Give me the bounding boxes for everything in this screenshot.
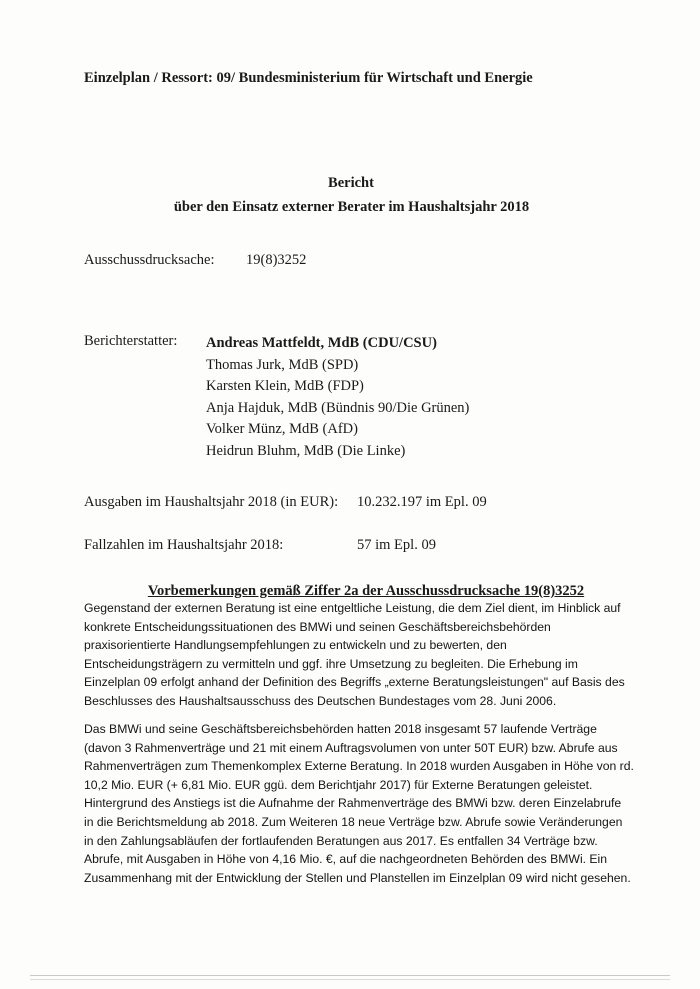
einzelplan-header: Einzelplan / Ressort: 09/ Bundesministerium für Wirtschaft und Energie	[84, 70, 533, 86]
footer-divider	[30, 979, 670, 980]
berichterstatter-label: Berichterstatter:	[84, 333, 178, 349]
ausgaben-value: 10.232.197 im Epl. 09	[357, 494, 487, 510]
fallzahlen-label: Fallzahlen im Haushaltsjahr 2018:	[84, 537, 284, 553]
paragraph-line: Gegenstand der externen Beratung ist eine entgeltliche Leistung, die dem Ziel dient, im Hinblick auf	[84, 601, 621, 615]
berichterstatter-name: Karsten Klein, MdB (FDP)	[206, 378, 364, 394]
berichterstatter-name: Volker Münz, MdB (AfD)	[206, 421, 358, 437]
ausschussdrucksache-label: Ausschussdrucksache:	[84, 252, 215, 268]
berichterstatter-list	[206, 333, 469, 462]
paragraph-line: Beschlusses des Haushaltsausschuss des Deutschen Bundestages vom 28. Juni 2006.	[84, 693, 557, 708]
vorbemerkungen-heading	[0, 583, 700, 600]
berichterstatter-name: Andreas Mattfeldt, MdB (CDU/CSU)	[206, 335, 437, 351]
report-title-line1: Bericht	[328, 175, 374, 191]
paragraph-line: Abrufe, mit Ausgaben in Höhe von 4,16 Mio. €, auf die nachgeordneten Behörden des BMWi. Ein	[84, 852, 608, 867]
paragraph-line: Einzelplan 09 erfolgt anhand der Definition des Begriffs „externe Beratungsleistungen" auf Basis des	[84, 675, 625, 690]
paragraph-line: Zusammenhang mit der Entwicklung der Stellen und Planstellen im Einzelplan 09 wird nicht gesehen.	[84, 870, 631, 885]
report-title	[0, 172, 700, 218]
report-title-line2: über den Einsatz externer Berater im Haushaltsjahr 2018	[173, 199, 530, 215]
paragraph-line: 10,2 Mio. EUR (+ 6,81 Mio. EUR ggü. dem Berichtjahr 2017) für Externe Beratungen geleistet.	[84, 777, 593, 792]
paragraph-line: Das BMWi und seine Geschäftsbereichsbehörden hatten 2018 insgesamt 57 laufende Verträge	[84, 722, 597, 736]
paragraph-line: (davon 3 Rahmenverträge und 21 mit einem Auftragsvolumen von unter 50T EUR) bzw. Abrufe aus	[84, 740, 618, 755]
ausgaben-label: Ausgaben im Haushaltsjahr 2018 (in EUR):	[84, 494, 339, 510]
paragraph-line: Hintergrund des Anstiegs ist die Aufnahme der Rahmenverträge des BMWi bzw. deren Einzelabrufe	[84, 796, 622, 811]
paragraph-line: konkrete Entscheidungssituationen des BMWi und seinen Geschäftsbereichsbehörden	[84, 619, 551, 634]
vorbemerkungen-paragraph-2	[84, 720, 684, 887]
paragraph-line: praxisorientierte Handlungsempfehlungen zu entwickeln und zu bewerten, den	[84, 638, 507, 653]
paragraph-line: Rahmenverträgen zum Themenkomplex Externe Beratung. In 2018 wurden Ausgaben in Höhe von rd.	[84, 759, 634, 774]
berichterstatter-name: Thomas Jurk, MdB (SPD)	[206, 356, 359, 373]
paragraph-line: in die Berichtsmeldung ab 2018. Zum Weiteren 18 neue Verträge bzw. Abrufe sowie Veränderungen	[84, 814, 623, 829]
paragraph-line: Entscheidungsträgern zu vermitteln und ggf. ihre Umsetzung zu begleiten. Die Erhebung im	[84, 656, 578, 671]
paragraph-line: in den Zahlungsabläufen der fortlaufenden Beratungen aus 2017. Es entfallen 34 Verträge bzw.	[84, 833, 598, 848]
berichterstatter-name: Anja Hajduk, MdB (Bündnis 90/Die Grünen)	[206, 399, 470, 416]
fallzahlen-value: 57 im Epl. 09	[357, 537, 436, 553]
vorbemerkungen-paragraph-1	[84, 599, 684, 711]
footer-divider	[30, 975, 670, 976]
vorbemerkungen-heading-text: Vorbemerkungen gemäß Ziffer 2a der Ausschussdrucksache 19(8)3252	[147, 583, 585, 599]
ausschussdrucksache-value: 19(8)3252	[246, 252, 307, 268]
berichterstatter-name: Heidrun Bluhm, MdB (Die Linke)	[206, 442, 406, 459]
